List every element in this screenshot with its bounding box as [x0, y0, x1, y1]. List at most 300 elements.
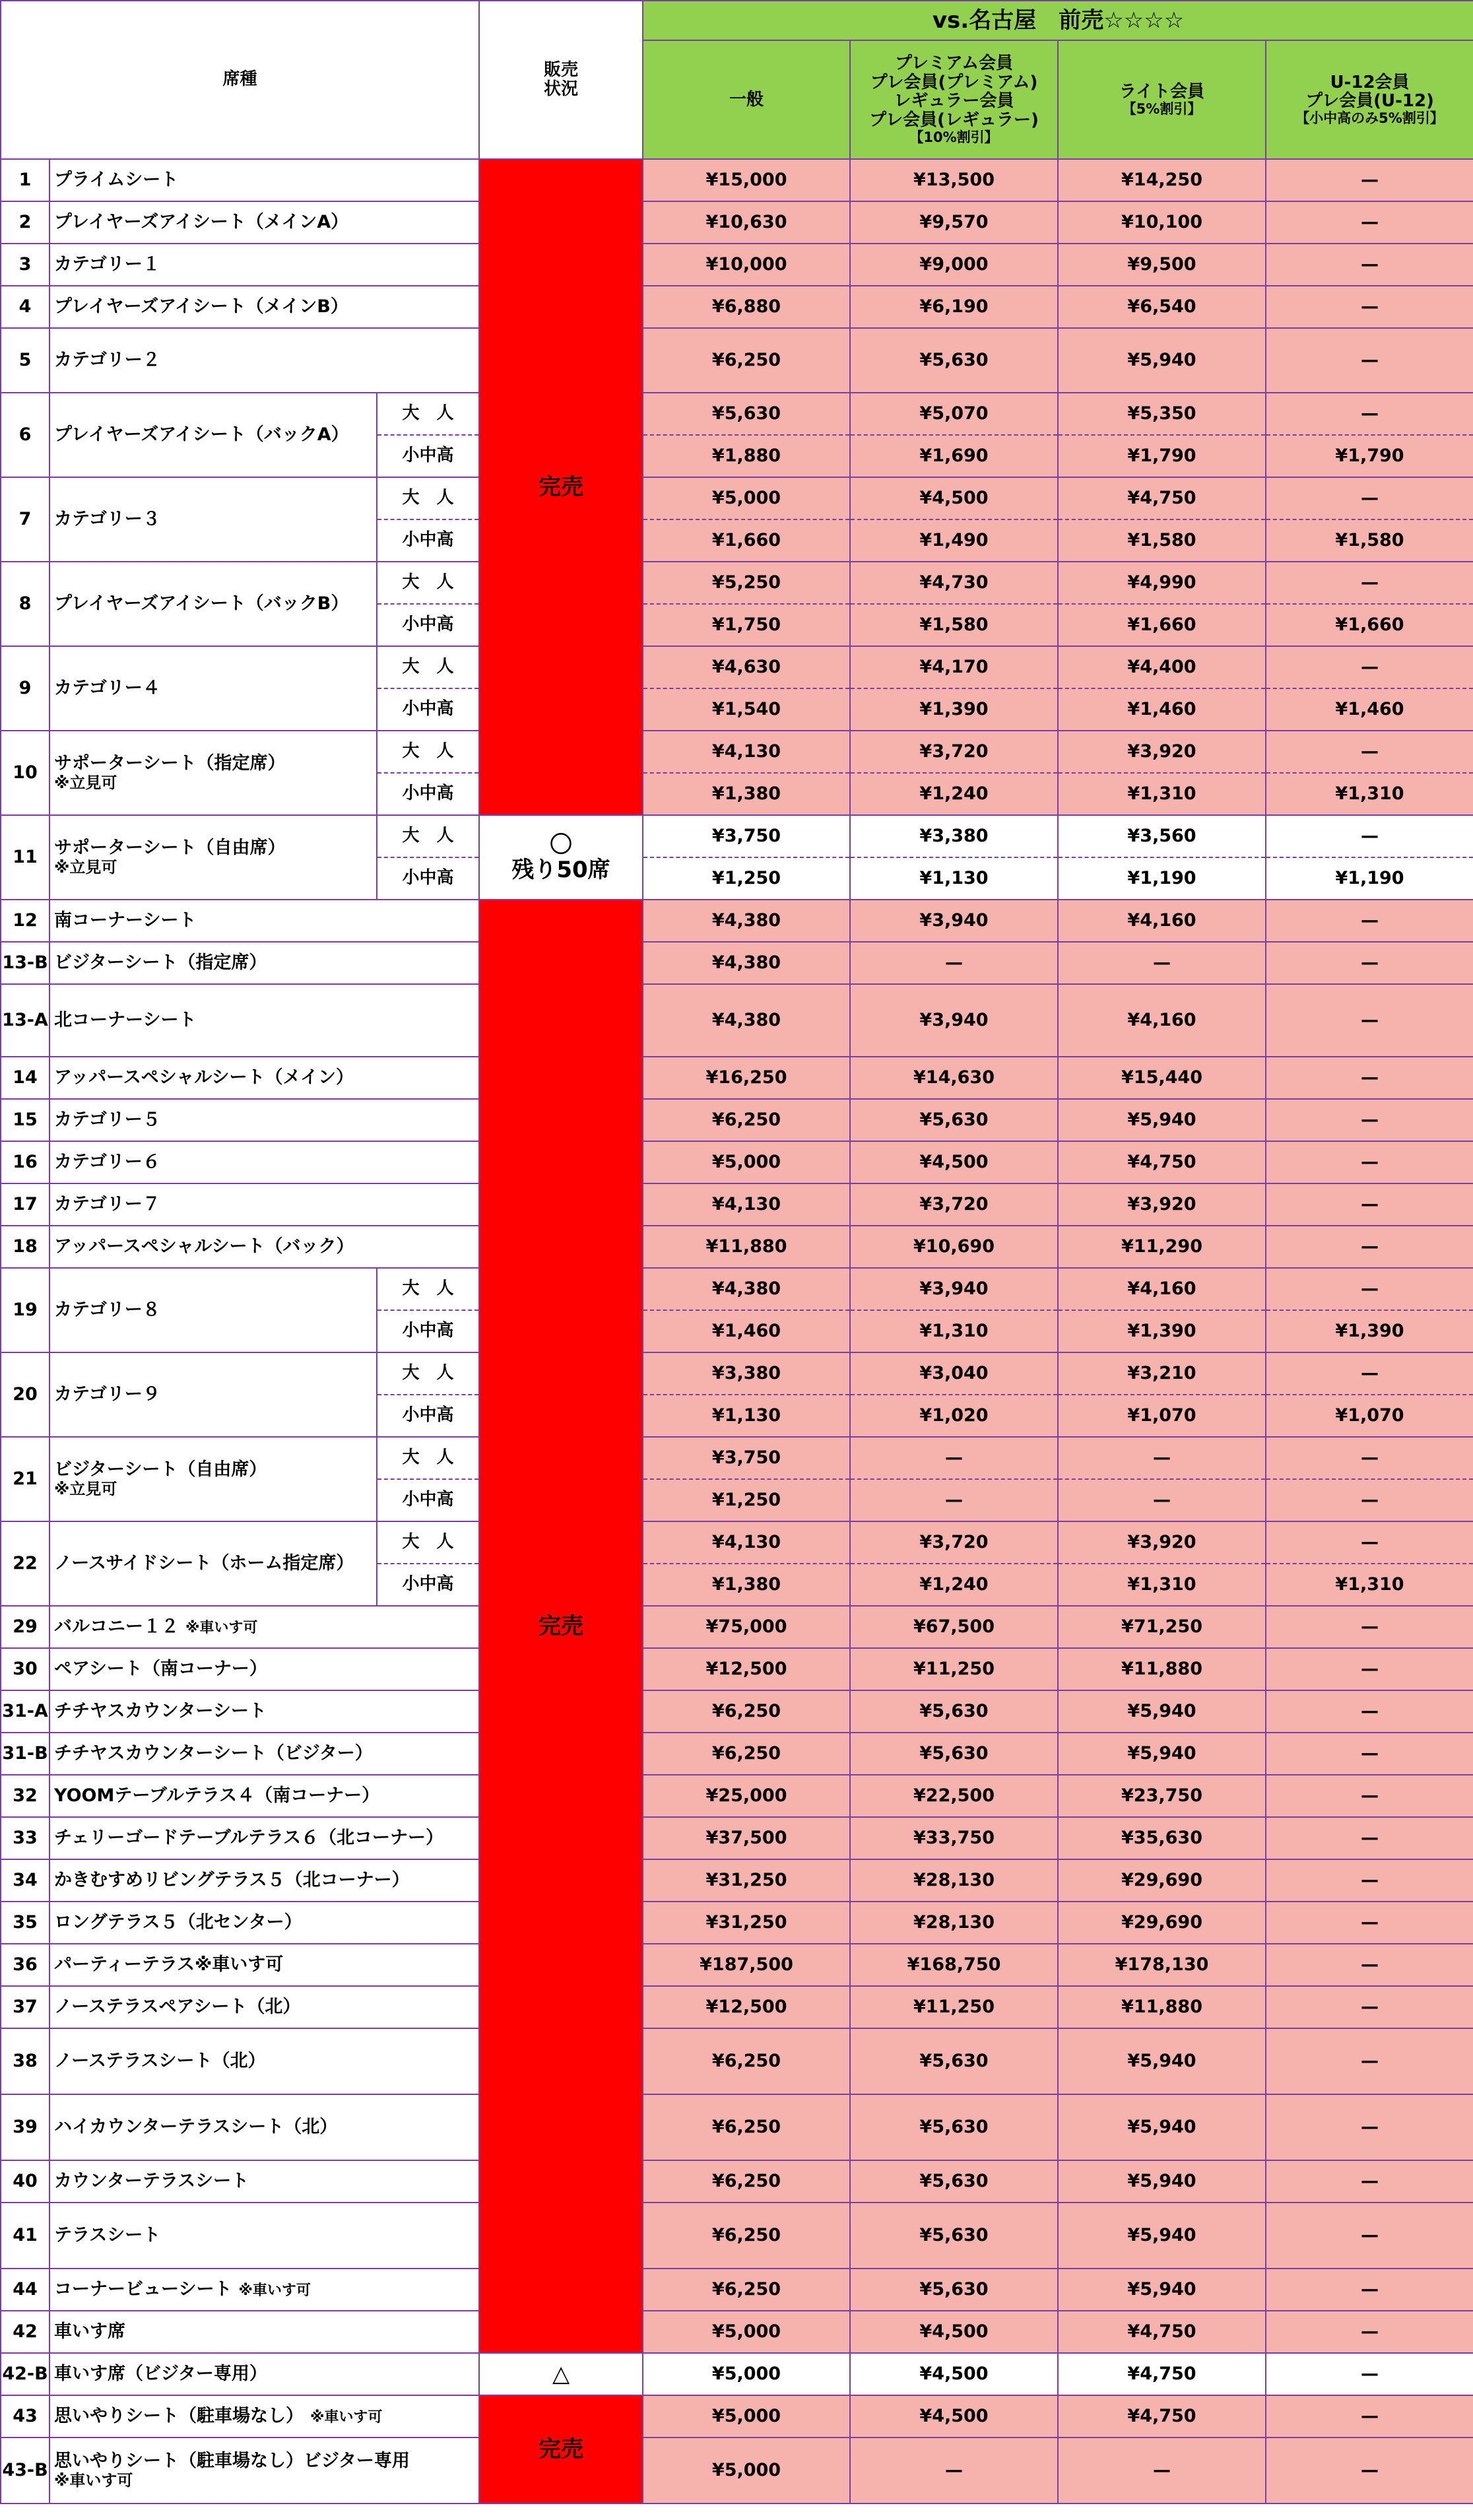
price-cell: ¥3,750 [643, 815, 850, 857]
price-cell: ¥28,130 [850, 1859, 1058, 1902]
seat-number: 9 [1, 646, 49, 731]
price-cell: ¥6,250 [643, 2203, 850, 2269]
price-cell: — [850, 1479, 1058, 1521]
price-cell: ¥1,750 [643, 604, 850, 646]
seat-number: 36 [1, 1944, 49, 1986]
price-cell: ¥5,940 [1058, 1690, 1266, 1733]
age-label: 大 人 [377, 646, 479, 688]
seat-name-text: チチヤスカウンターシート [54, 1700, 267, 1721]
seat-number: 29 [1, 1606, 49, 1648]
price-cell: — [1266, 1733, 1473, 1775]
price-cell: ¥178,130 [1058, 1944, 1266, 1986]
seat-number: 22 [1, 1521, 49, 1606]
table-row [1, 815, 1473, 857]
price-cell: ¥1,310 [1058, 1564, 1266, 1606]
price-cell: ¥4,730 [850, 562, 1058, 604]
seat-name [49, 1690, 479, 1733]
seat-name-text: 南コーナーシート [54, 910, 197, 931]
price-cell: ¥3,560 [1058, 815, 1266, 857]
price-cell: ¥3,210 [1058, 1352, 1266, 1395]
seat-name-text: カテゴリー７ [54, 1193, 160, 1214]
seat-number: 21 [1, 1437, 49, 1521]
price-cell: ¥6,250 [643, 328, 850, 393]
price-cell: ¥5,630 [643, 393, 850, 435]
seat-name-text: カテゴリー８ [54, 1299, 160, 1320]
price-cell: — [1266, 2311, 1473, 2353]
price-cell: ¥4,990 [1058, 562, 1266, 604]
seat-number: 13-A [1, 984, 49, 1057]
seat-number: 43 [1, 2395, 49, 2437]
sales-status-text: 完売 [539, 1612, 584, 1640]
price-cell: ¥5,940 [1058, 1099, 1266, 1141]
age-label: 大 人 [377, 815, 479, 857]
seat-number: 31-A [1, 1690, 49, 1733]
price-cell: ¥4,500 [850, 1141, 1058, 1183]
price-cell: ¥31,250 [643, 1859, 850, 1902]
seat-inline-note: ※車いす可 [185, 1619, 258, 1636]
price-cell: ¥1,690 [850, 435, 1058, 477]
price-cell: ¥4,750 [1058, 2353, 1266, 2395]
price-cell: ¥11,250 [850, 1648, 1058, 1690]
price-cell: — [1266, 1183, 1473, 1226]
price-cell: ¥1,380 [643, 1564, 850, 1606]
table-row [1, 1817, 1473, 1859]
price-cell: ¥37,500 [643, 1817, 850, 1859]
seat-number: 15 [1, 1099, 49, 1141]
seat-number: 14 [1, 1057, 49, 1099]
price-cell: ¥3,750 [643, 1437, 850, 1479]
price-cell: ¥25,000 [643, 1775, 850, 1817]
price-cell: ¥1,190 [1058, 857, 1266, 900]
price-cell: ¥12,500 [643, 1986, 850, 2028]
price-cell: ¥1,070 [1058, 1395, 1266, 1437]
tier-header-line: U-12会員 [1330, 72, 1410, 92]
seat-number: 8 [1, 562, 49, 646]
seat-name [49, 244, 479, 286]
price-cell: ¥6,250 [643, 2269, 850, 2311]
price-cell: — [1266, 1479, 1473, 1521]
seat-number: 11 [1, 815, 49, 900]
table-row [1, 562, 1473, 604]
seat-number: 10 [1, 731, 49, 815]
price-cell: ¥4,130 [643, 1521, 850, 1564]
price-cell: ¥5,940 [1058, 2028, 1266, 2094]
price-cell: — [1266, 562, 1473, 604]
tier-header-1 [850, 40, 1058, 159]
seat-number: 35 [1, 1902, 49, 1944]
price-cell: — [1266, 286, 1473, 328]
price-cell: ¥168,750 [850, 1944, 1058, 1986]
table-row [1, 900, 1473, 942]
seat-name-text: 思いやりシート（駐車場なし） [54, 2405, 304, 2426]
seat-name-text: ノースサイドシート（ホーム指定席） [54, 1552, 354, 1574]
table-row [1, 1690, 1473, 1733]
table-row [1, 201, 1473, 244]
seat-name-text: ビジターシート（指定席） [54, 952, 267, 973]
price-cell: — [1266, 477, 1473, 519]
price-cell: ¥3,940 [850, 984, 1058, 1057]
price-cell: ¥1,240 [850, 773, 1058, 815]
seat-name [49, 2094, 479, 2160]
price-cell: ¥1,460 [1266, 688, 1473, 731]
price-cell: ¥1,390 [1266, 1310, 1473, 1352]
seat-name-text: YOOMテーブルテラス４（南コーナー） [54, 1785, 380, 1806]
seat-number: 44 [1, 2269, 49, 2311]
price-cell: ¥3,720 [850, 1183, 1058, 1226]
price-cell: ¥29,690 [1058, 1902, 1266, 1944]
price-cell: ¥6,250 [643, 1690, 850, 1733]
price-cell: ¥4,750 [1058, 2395, 1266, 2437]
seat-name [49, 2353, 479, 2395]
price-cell: ¥5,630 [850, 1099, 1058, 1141]
seat-name-text: カテゴリー９ [54, 1383, 160, 1405]
seat-name [49, 1817, 479, 1859]
seat-name [49, 1268, 377, 1352]
price-cell: ¥1,580 [1266, 519, 1473, 562]
price-cell: ¥1,250 [643, 857, 850, 900]
age-label: 小中高 [377, 435, 479, 477]
age-label: 大 人 [377, 1352, 479, 1395]
price-cell: ¥10,630 [643, 201, 850, 244]
seat-number: 42-B [1, 2353, 49, 2395]
price-cell: ¥4,130 [643, 731, 850, 773]
sales-status-text: 〇 [550, 831, 573, 858]
seat-number: 1 [1, 159, 49, 201]
sales-status-text: 残り50席 [511, 857, 610, 883]
table-row [1, 2094, 1473, 2160]
seat-name-text: ロングテラス５（北センター） [54, 1911, 302, 1933]
price-cell: — [1266, 2353, 1473, 2395]
price-cell: ¥67,500 [850, 1606, 1058, 1648]
price-cell: — [1266, 393, 1473, 435]
price-cell: ¥14,250 [1058, 159, 1266, 201]
seat-number: 20 [1, 1352, 49, 1437]
price-cell: — [1266, 1986, 1473, 2028]
table-row [1, 942, 1473, 984]
age-label: 大 人 [377, 393, 479, 435]
seat-number: 41 [1, 2203, 49, 2269]
seat-type-header: 席種 [1, 1, 479, 159]
seat-name [49, 328, 479, 393]
table-row [1, 244, 1473, 286]
price-cell: ¥35,630 [1058, 1817, 1266, 1859]
price-cell: — [1266, 1817, 1473, 1859]
seat-name [49, 1437, 377, 1521]
seat-name-text: 北コーナーシート [54, 1009, 197, 1030]
tier-header-line: プレミアム会員 [894, 53, 1014, 74]
seat-name-text: コーナービューシート [54, 2278, 232, 2300]
seat-number: 2 [1, 201, 49, 244]
tier-header-2 [1058, 40, 1266, 159]
table-row [1, 2203, 1473, 2269]
seat-name [49, 1648, 479, 1690]
age-label: 小中高 [377, 1395, 479, 1437]
price-cell: ¥6,250 [643, 1733, 850, 1775]
sales-status [479, 2395, 643, 2503]
seat-name-text: ノーステラスシート（北） [54, 2050, 266, 2071]
price-cell: ¥1,660 [643, 519, 850, 562]
seat-name-text: プレイヤーズアイシート（メインB） [54, 296, 348, 317]
seat-number: 17 [1, 1183, 49, 1226]
seat-number: 18 [1, 1226, 49, 1268]
price-cell: ¥11,880 [643, 1226, 850, 1268]
price-cell: ¥5,630 [850, 2028, 1058, 2094]
seat-name-text: 車いす席（ビジター専用） [54, 2363, 267, 2384]
seat-name [49, 1606, 479, 1648]
seat-name [49, 562, 377, 646]
seat-name-text: アッパースペシャルシート（バック） [54, 1236, 354, 1257]
price-cell: ¥3,920 [1058, 731, 1266, 773]
price-cell: ¥9,000 [850, 244, 1058, 286]
seat-name-text: ビジターシート（自由席） [54, 1459, 267, 1480]
table-row [1, 1986, 1473, 2028]
tier-header-line: 【5%割引】 [1122, 100, 1202, 117]
price-cell: ¥5,630 [850, 2269, 1058, 2311]
price-cell: — [850, 1437, 1058, 1479]
price-cell: — [1266, 2395, 1473, 2437]
age-label: 小中高 [377, 1564, 479, 1606]
price-cell: — [1266, 900, 1473, 942]
price-cell: ¥1,390 [850, 688, 1058, 731]
price-cell: ¥4,750 [1058, 477, 1266, 519]
table-row [1, 2269, 1473, 2311]
seat-number: 4 [1, 286, 49, 328]
price-cell: — [1266, 2269, 1473, 2311]
price-cell: ¥5,000 [643, 2437, 850, 2503]
seat-name-text: チチヤスカウンターシート（ビジター） [54, 1742, 373, 1764]
seat-name [49, 2203, 479, 2269]
seat-name [49, 159, 479, 201]
table-row [1, 1606, 1473, 1648]
price-cell: ¥4,750 [1058, 1141, 1266, 1183]
price-cell: ¥5,000 [643, 477, 850, 519]
sales-status [479, 159, 643, 815]
price-cell: ¥5,940 [1058, 328, 1266, 393]
seat-name [49, 1057, 479, 1099]
seat-number: 13-B [1, 942, 49, 984]
price-cell: ¥12,500 [643, 1648, 850, 1690]
price-cell: — [1266, 1057, 1473, 1099]
seat-name-text: ペアシート（南コーナー） [54, 1658, 267, 1679]
price-cell: ¥5,630 [850, 2094, 1058, 2160]
price-cell: ¥5,940 [1058, 2160, 1266, 2203]
seat-name [49, 2028, 479, 2094]
price-cell: ¥6,250 [643, 1099, 850, 1141]
price-cell: — [1266, 731, 1473, 773]
price-cell: ¥29,690 [1058, 1859, 1266, 1902]
seat-name-text: サポーターシート（指定席） [54, 753, 286, 774]
price-cell: ¥13,500 [850, 159, 1058, 201]
table-row [1, 159, 1473, 201]
table-row [1, 1352, 1473, 1395]
seat-number: 40 [1, 2160, 49, 2203]
seat-name [49, 1226, 479, 1268]
age-label: 大 人 [377, 1268, 479, 1310]
age-label: 小中高 [377, 519, 479, 562]
tier-header-3 [1266, 40, 1473, 159]
price-cell: ¥3,720 [850, 1521, 1058, 1564]
seat-name [49, 1859, 479, 1902]
seat-number: 5 [1, 328, 49, 393]
seat-note: ※立見可 [54, 773, 117, 792]
price-cell: ¥1,390 [1058, 1310, 1266, 1352]
table-row [1, 2028, 1473, 2094]
price-cell: ¥5,000 [643, 2311, 850, 2353]
price-cell: ¥1,310 [1266, 773, 1473, 815]
price-cell: — [1266, 1606, 1473, 1648]
price-cell: ¥4,170 [850, 646, 1058, 688]
seat-name [49, 201, 479, 244]
price-cell: ¥15,000 [643, 159, 850, 201]
table-row [1, 2353, 1473, 2395]
seat-name-text: サポーターシート（自由席） [54, 838, 286, 859]
table-row [1, 1775, 1473, 1817]
price-cell: ¥1,660 [1058, 604, 1266, 646]
price-cell: ¥22,500 [850, 1775, 1058, 1817]
price-cell: — [1058, 1437, 1266, 1479]
price-cell: ¥10,100 [1058, 201, 1266, 244]
seat-name-text: テラスシート [54, 2224, 161, 2245]
tier-header-line: レギュラー会員 [894, 91, 1014, 112]
seat-note: ※立見可 [54, 857, 117, 877]
table-row [1, 2395, 1473, 2437]
seat-name [49, 2437, 479, 2503]
price-cell: — [850, 2437, 1058, 2503]
seat-number: 31-B [1, 1733, 49, 1775]
seat-name [49, 1141, 479, 1183]
seat-name [49, 1902, 479, 1944]
price-cell: ¥3,940 [850, 1268, 1058, 1310]
sales-status [479, 815, 643, 900]
seat-number: 3 [1, 244, 49, 286]
sales-status-header: 販売 状況 [479, 1, 643, 159]
tier-header-line: 【小中高のみ5%割引】 [1295, 110, 1444, 127]
price-cell: ¥1,790 [1266, 435, 1473, 477]
price-cell: — [1266, 1226, 1473, 1268]
price-cell: ¥1,130 [850, 857, 1058, 900]
seat-name-text: カテゴリー２ [54, 349, 160, 370]
seat-name-text: プレイヤーズアイシート（メインA） [54, 211, 349, 232]
table-row [1, 1226, 1473, 1268]
price-cell: ¥4,500 [850, 2353, 1058, 2395]
seat-name [49, 477, 377, 562]
price-cell: ¥1,070 [1266, 1395, 1473, 1437]
price-cell: — [1266, 2203, 1473, 2269]
price-cell: ¥5,940 [1058, 1733, 1266, 1775]
price-cell: ¥5,000 [643, 1141, 850, 1183]
seat-number: 34 [1, 1859, 49, 1902]
price-cell: ¥11,880 [1058, 1986, 1266, 2028]
seat-name [49, 1099, 479, 1141]
price-cell: ¥1,130 [643, 1395, 850, 1437]
price-cell: — [1266, 815, 1473, 857]
seat-name-text: ノーステラスペアシート（北） [54, 1996, 301, 2017]
price-cell: ¥4,380 [643, 984, 850, 1057]
price-cell: — [1266, 1437, 1473, 1479]
seat-name [49, 2395, 479, 2437]
seat-name [49, 286, 479, 328]
price-cell: — [1058, 2437, 1266, 2503]
price-cell: — [1266, 646, 1473, 688]
table-row [1, 1268, 1473, 1310]
seat-name-text: カテゴリー１ [54, 253, 160, 275]
price-cell: ¥4,500 [850, 477, 1058, 519]
seat-name-text: 車いす席 [54, 2321, 125, 2342]
age-label: 小中高 [377, 857, 479, 900]
seat-name [49, 2269, 479, 2311]
price-cell: ¥11,880 [1058, 1648, 1266, 1690]
price-cell: ¥5,630 [850, 2203, 1058, 2269]
age-label: 小中高 [377, 1479, 479, 1521]
price-cell: ¥3,380 [643, 1352, 850, 1395]
seat-number: 6 [1, 393, 49, 477]
price-cell: — [850, 942, 1058, 984]
price-cell: ¥1,790 [1058, 435, 1266, 477]
price-cell: ¥3,040 [850, 1352, 1058, 1395]
price-cell: ¥6,250 [643, 2160, 850, 2203]
age-label: 小中高 [377, 1310, 479, 1352]
seat-name-text: バルコニー１２ [54, 1616, 179, 1637]
price-cell: ¥14,630 [850, 1057, 1058, 1099]
seat-number: 16 [1, 1141, 49, 1183]
sales-status-text: 完売 [539, 2436, 584, 2463]
seat-number: 32 [1, 1775, 49, 1817]
table-row [1, 2437, 1473, 2503]
price-cell: ¥28,130 [850, 1902, 1058, 1944]
price-cell: ¥6,190 [850, 286, 1058, 328]
seat-name [49, 2160, 479, 2203]
price-cell: ¥5,000 [643, 2353, 850, 2395]
table-row [1, 286, 1473, 328]
price-cell: ¥1,250 [643, 1479, 850, 1521]
price-cell: ¥75,000 [643, 1606, 850, 1648]
table-row [1, 1733, 1473, 1775]
price-cell: ¥31,250 [643, 1902, 850, 1944]
price-cell: ¥11,250 [850, 1986, 1058, 2028]
price-cell: — [1266, 1141, 1473, 1183]
price-cell: ¥10,690 [850, 1226, 1058, 1268]
table-row [1, 1902, 1473, 1944]
seat-name [49, 2311, 479, 2353]
price-cell: ¥187,500 [643, 1944, 850, 1986]
age-label: 大 人 [377, 477, 479, 519]
seat-name [49, 1352, 377, 1437]
seat-name-text: プレイヤーズアイシート（バックA） [54, 424, 349, 445]
seat-name-text: カテゴリー５ [54, 1109, 160, 1130]
table-row [1, 393, 1473, 435]
price-cell: — [1266, 1902, 1473, 1944]
seat-name [49, 1183, 479, 1226]
sales-status [479, 2353, 643, 2395]
seat-number: 12 [1, 900, 49, 942]
price-cell: — [1266, 1859, 1473, 1902]
tier-header-line: ライト会員 [1119, 82, 1205, 102]
price-cell: ¥9,570 [850, 201, 1058, 244]
price-cell: ¥15,440 [1058, 1057, 1266, 1099]
price-cell: ¥33,750 [850, 1817, 1058, 1859]
price-cell: ¥3,720 [850, 731, 1058, 773]
seat-name [49, 984, 479, 1057]
price-cell: ¥4,380 [643, 942, 850, 984]
table-row [1, 1437, 1473, 1479]
price-cell: ¥1,310 [1266, 1564, 1473, 1606]
table-row [1, 984, 1473, 1057]
sales-status [479, 900, 643, 2353]
price-cell: — [1266, 201, 1473, 244]
price-cell: ¥6,540 [1058, 286, 1266, 328]
age-label: 小中高 [377, 688, 479, 731]
table-row [1, 2160, 1473, 2203]
